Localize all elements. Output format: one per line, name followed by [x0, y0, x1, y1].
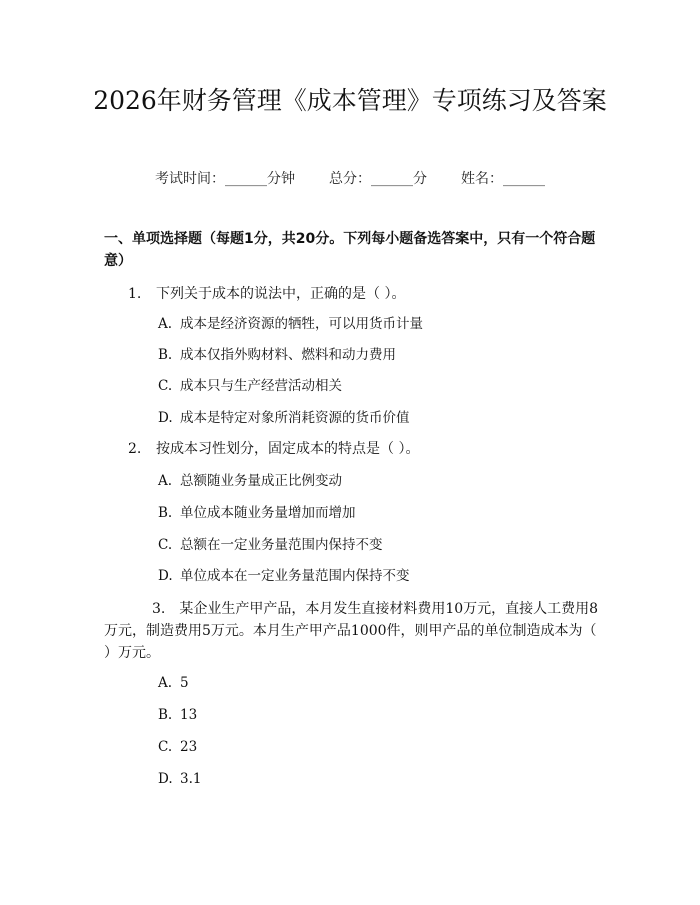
exam-info-line	[0, 168, 700, 188]
question-number: 2.	[128, 441, 142, 457]
option-text: 总额随业务量成正比例变动	[180, 473, 342, 489]
option-letter: A.	[158, 473, 173, 489]
option-text: 23	[180, 739, 198, 755]
question-3-option-b	[158, 705, 197, 725]
option-letter: C.	[158, 739, 173, 755]
option-text: 成本仅指外购材料、燃料和动力费用	[180, 347, 396, 363]
option-letter: A.	[158, 675, 173, 691]
question-text: 下列关于成本的说法中，正确的是（ ）。	[156, 286, 406, 302]
option-text: 单位成本随业务量增加而增加	[180, 505, 356, 521]
option-text: 成本是特定对象所消耗资源的货币价值	[180, 410, 410, 426]
question-1-option-d	[158, 408, 410, 428]
question-2-option-b	[158, 503, 356, 523]
option-letter: C.	[158, 537, 173, 553]
name-label: 姓名：______	[461, 171, 545, 187]
question-1-option-b	[158, 345, 396, 365]
question-1-option-c	[158, 376, 342, 396]
option-text: 3.1	[180, 771, 202, 787]
option-letter: A.	[158, 316, 173, 332]
question-text: 按成本习性划分，固定成本的特点是（ ）。	[156, 441, 420, 457]
total-score-label: 总分：______分	[329, 171, 427, 187]
question-3	[104, 598, 599, 664]
option-text: 5	[180, 675, 189, 691]
question-3-option-d	[158, 769, 201, 789]
option-letter: B.	[158, 347, 173, 363]
option-text: 成本是经济资源的牺牲，可以用货币计量	[180, 316, 423, 332]
question-2-option-d	[158, 566, 410, 586]
option-text: 成本只与生产经营活动相关	[180, 378, 342, 394]
option-letter: D.	[158, 771, 173, 787]
question-2-option-c	[158, 535, 383, 555]
option-letter: B.	[158, 707, 173, 723]
question-2	[104, 438, 599, 460]
option-text: 单位成本在一定业务量范围内保持不变	[180, 568, 410, 584]
question-1	[104, 283, 599, 305]
question-3-option-c	[158, 737, 197, 757]
option-letter: D.	[158, 410, 173, 426]
question-number: 3.	[152, 601, 166, 617]
option-letter: B.	[158, 505, 173, 521]
option-text: 总额在一定业务量范围内保持不变	[180, 537, 383, 553]
option-text: 13	[180, 707, 198, 723]
question-2-option-a	[158, 471, 342, 491]
document-title: 2026年财务管理《成本管理》专项练习及答案	[93, 86, 607, 115]
section-heading: 一、单项选择题（每题1分，共20分。下列每小题备选答案中，只有一个符合题意）	[104, 231, 596, 269]
option-letter: C.	[158, 378, 173, 394]
exam-time-label: 考试时间：______分钟	[155, 171, 295, 187]
question-number: 1.	[128, 286, 142, 302]
question-3-option-a	[158, 673, 189, 693]
question-text: 某企业生产甲产品，本月发生直接材料费用10万元，直接人工费用8万元，制造费用5万元。本月生产甲产品1000件，则甲产品的单位制造成本为（ ）万元。	[104, 601, 599, 661]
question-1-option-a	[158, 314, 423, 334]
option-letter: D.	[158, 568, 173, 584]
